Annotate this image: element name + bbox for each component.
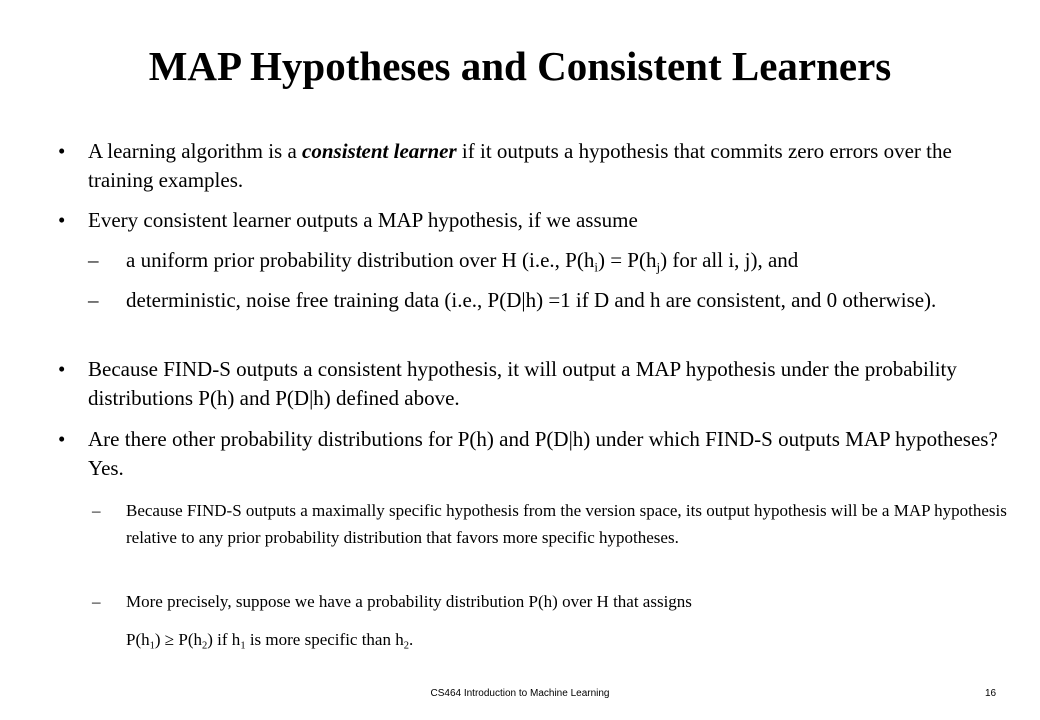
subbullet-more-precisely: More precisely, suppose we have a probability distribution P(h) over H that assigns [126,592,692,611]
formula-text: ) if h [207,630,241,649]
subscript: 2 [202,640,208,652]
subscript: i [594,259,598,275]
subscript: 1 [240,640,246,652]
dash-icon: – [88,288,99,312]
formula-text: P(h [126,630,150,649]
subbullet-text: ) = P(h [597,248,657,272]
bullet-find-s-consistent: Because FIND-S outputs a consistent hypothesis, it will output a MAP hypothesis under the probability distributions P(h) and P(D|h) defined above. [88,357,957,410]
bullet-icon: • [58,357,66,381]
subbullet-text: ) for all i, j), and [660,248,799,272]
formula-specificity [126,626,1011,653]
bullet-text: if it outputs a hypothesis that commits zero errors over the training examples. [88,139,952,192]
footer-course-title: CS464 Introduction to Machine Learning [430,688,610,699]
bullet-icon: • [58,427,66,451]
bullet-consistent-learner [88,137,1008,195]
bullet-text: A learning algorithm is a [88,139,303,163]
term-consistent-learner: consistent learner [302,139,457,163]
subscript: 2 [403,640,409,652]
formula-text: ) ≥ P(h [154,630,202,649]
bullet-icon: • [58,208,66,232]
slide-title: MAP Hypotheses and Consistent Learners [148,43,892,89]
subbullet-text: a uniform prior probability distribution over H (i.e., P(h [126,248,595,272]
subbullet-maximally-specific: Because FIND-S outputs a maximally specific hypothesis from the version space, its output hypothesis will be a MAP hypothesis relative to any prior probability distribution that favors more specific hypotheses. [126,501,1007,547]
subscript: j [656,259,661,275]
page-number: 16 [985,688,997,699]
subbullet-uniform-prior [126,246,1011,275]
dash-icon: – [88,248,99,272]
dash-icon: – [92,592,101,611]
bullet-icon: • [58,139,66,163]
dash-icon: – [92,501,101,520]
formula-text: . [409,630,414,649]
subscript: 1 [149,640,155,652]
bullet-map-assumption: Every consistent learner outputs a MAP hypothesis, if we assume [88,208,638,232]
bullet-other-distributions: Are there other probability distributions for P(h) and P(D|h) under which FIND-S outputs MAP hypotheses? Yes. [88,427,998,480]
formula-text: is more specific than h [245,630,404,649]
subbullet-deterministic: deterministic, noise free training data (i.e., P(D|h) =1 if D and h are consistent, and 0 otherwise). [126,288,937,312]
